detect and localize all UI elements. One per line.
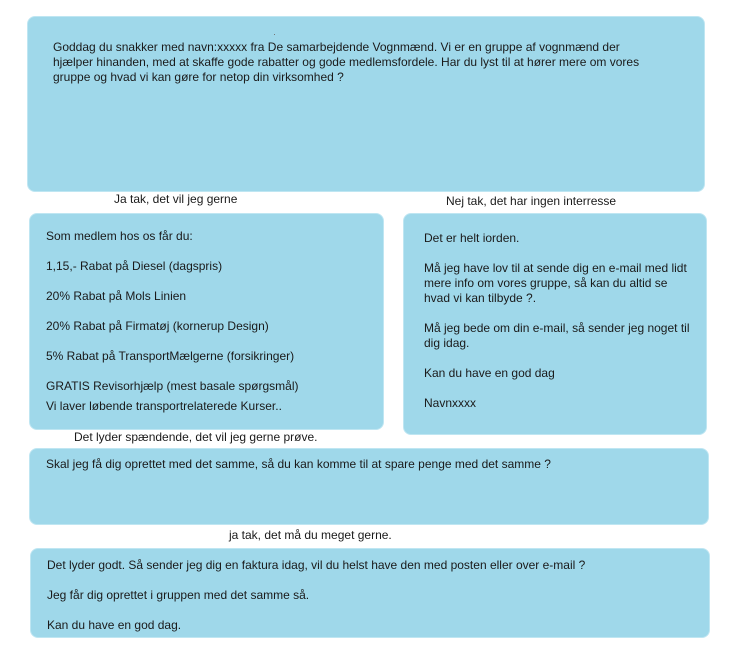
intro-text: Goddag du snakker med navn:xxxxx fra De samarbejdende Vognmænd. Vi er en gruppe af vognmænd der hjælper hinanden, med at skaffe gode rabatter og gode medlemsfordele. Har du lyst til at hører mere om vores gruppe og hvad vi kan gøre for netop din virksomhed ? (53, 40, 640, 84)
answer-yes-label: Ja tak, det vil jeg gerne (114, 192, 238, 206)
benefit-item: GRATIS Revisorhjælp (mest basale spørgsmål) (46, 379, 299, 393)
intro-box (27, 16, 705, 192)
answer-interested-label: Det lyder spændende, det vil jeg gerne prøve. (74, 430, 318, 444)
closing-line: Kan du have en god dag. (47, 618, 182, 632)
benefits-title: Som medlem hos os får du: (46, 229, 193, 243)
closing-line: Jeg får dig oprettet i gruppen med det samme så. (47, 588, 310, 602)
decline-line: Navnxxxx (424, 396, 477, 410)
benefit-item: 5% Rabat på TransportMælgerne (forsikringer) (46, 349, 295, 363)
benefit-item: 20% Rabat på Firmatøj (kornerup Design) (46, 319, 269, 333)
stray-dot (274, 34, 275, 35)
benefit-item: 20% Rabat på Mols Linien (46, 289, 187, 303)
signup-box (29, 448, 709, 525)
decline-line: Det er helt iorden. (424, 231, 520, 245)
decline-box (403, 213, 707, 435)
closing-box (30, 548, 710, 638)
decline-line: Kan du have en god dag (424, 366, 555, 380)
benefit-item: Vi laver løbende transportrelaterede Kurser.. (46, 399, 282, 413)
benefit-item: 1,15,- Rabat på Diesel (dagspris) (46, 259, 223, 273)
answer-no-label: Nej tak, det har ingen interresse (446, 194, 617, 208)
answer-accept-label: ja tak, det må du meget gerne. (229, 528, 392, 542)
signup-text: Skal jeg få dig oprettet med det samme, så du kan komme til at spare penge med det samme ? (46, 457, 551, 471)
closing-line: Det lyder godt. Så sender jeg dig en faktura idag, vil du helst have den med posten eller over e-mail ? (47, 558, 586, 572)
decline-line: Må jeg have lov til at sende dig en e-mail med lidt mere info om vores gruppe, så kan du altid se hvad vi kan tilbyde ?. (424, 261, 687, 305)
benefits-box (29, 213, 384, 430)
decline-line: Må jeg bede om din e-mail, så sender jeg noget til dig idag. (424, 321, 690, 350)
